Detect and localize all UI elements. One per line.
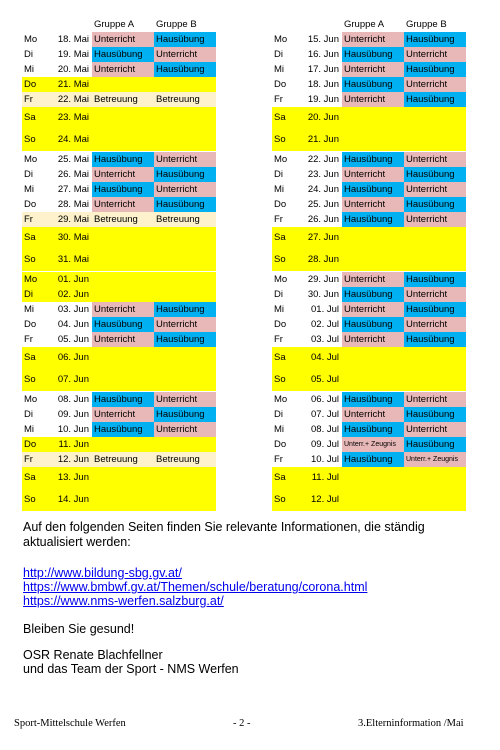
group-b-cell	[404, 467, 466, 489]
day-cell: Fr	[274, 94, 283, 105]
day-cell: Mi	[274, 184, 285, 195]
group-a-cell: Unterricht	[92, 197, 154, 212]
group-b-cell: Hausübung	[404, 437, 466, 452]
day-cell: Mo	[274, 34, 288, 45]
group-a-cell: Hausübung	[342, 152, 404, 168]
date-cell: 17. Jun	[307, 64, 339, 75]
group-a-cell: Unterricht	[342, 332, 404, 347]
group-a-cell	[342, 347, 404, 369]
date-cell: 09. Jul	[311, 439, 339, 450]
schedule-row	[22, 182, 216, 197]
group-b-cell	[404, 489, 466, 511]
group-b-cell: Betreuung	[154, 452, 216, 467]
schedule-row	[22, 369, 216, 392]
day-cell: Mo	[272, 392, 304, 408]
date-cell: 06. Jul	[304, 392, 342, 408]
group-a-cell: Unterricht	[92, 62, 154, 77]
group-b-cell	[154, 272, 216, 288]
group-b-cell: Unterricht	[404, 212, 466, 227]
date-cell: 12. Jul	[304, 489, 342, 511]
group-a-cell	[92, 489, 154, 511]
group-a-cell: Hausübung	[92, 392, 154, 408]
date-cell: 29. Jun	[304, 272, 342, 288]
group-b-cell: Hausübung	[154, 167, 216, 182]
group-b-cell: Hausübung	[404, 32, 466, 47]
day-cell: Mo	[22, 152, 54, 168]
group-a-cell: Hausübung	[342, 182, 404, 197]
schedule-row	[272, 77, 466, 92]
date-cell: 27. Jun	[304, 227, 342, 249]
group-b-cell: Betreuung	[154, 212, 216, 227]
day-cell: Fr	[22, 452, 54, 467]
signature-team: und das Team der Sport - NMS Werfen	[23, 662, 239, 676]
day-cell: Mi	[274, 64, 285, 75]
date-cell: 07. Jul	[311, 409, 339, 420]
schedule-row	[22, 47, 216, 62]
date-cell: 01. Jul	[311, 304, 339, 315]
group-a-cell: Unterricht	[92, 32, 154, 47]
schedule-row	[272, 317, 466, 332]
day-cell: Do	[274, 199, 287, 210]
group-b-cell	[404, 227, 466, 249]
day-cell: Sa	[272, 107, 304, 129]
group-b-cell	[154, 287, 216, 302]
group-b-cell: Unterricht	[404, 422, 466, 437]
date-cell: 05. Jul	[304, 369, 342, 392]
group-a-cell: Hausübung	[342, 77, 404, 92]
date-cell: 27. Mai	[57, 184, 89, 195]
group-b-cell: Unterricht	[404, 47, 466, 62]
schedule-row	[272, 197, 466, 212]
date-cell: 14. Jun	[54, 489, 92, 511]
day-cell: So	[272, 129, 304, 152]
group-a-cell	[92, 227, 154, 249]
link-bildung-sbg[interactable]: http://www.bildung-sbg.gv.at/	[23, 566, 182, 580]
group-a-cell: Unterricht	[342, 92, 404, 107]
group-b-cell: Unterr.+ Zeugnis	[404, 452, 466, 467]
schedule-row	[272, 92, 466, 107]
date-cell: 28. Jun	[304, 249, 342, 272]
group-b-cell	[404, 347, 466, 369]
group-b-cell: Unterricht	[154, 422, 216, 437]
date-cell: 08. Jun	[54, 392, 92, 408]
group-a-cell: Unterricht	[342, 32, 404, 47]
schedule-row	[272, 129, 466, 152]
date-cell: 20. Jun	[304, 107, 342, 129]
link-nms-werfen[interactable]: https://www.nms-werfen.salzburg.at/	[23, 594, 224, 608]
date-cell: 29. Mai	[54, 212, 92, 227]
group-b-cell	[154, 227, 216, 249]
group-b-cell: Hausübung	[404, 92, 466, 107]
date-cell: 12. Jun	[54, 452, 92, 467]
day-cell: Mo	[272, 152, 304, 168]
day-cell: Mi	[24, 424, 35, 435]
schedule-row	[22, 227, 216, 249]
group-a-cell: Unterricht	[342, 167, 404, 182]
date-cell: 10. Jul	[311, 454, 339, 465]
group-b-cell	[154, 489, 216, 511]
group-b-cell	[404, 107, 466, 129]
group-a-cell	[92, 107, 154, 129]
group-b-cell: Unterricht	[404, 317, 466, 332]
group-a-cell: Unterricht	[342, 302, 404, 317]
date-cell: 22. Mai	[54, 92, 92, 107]
schedule-row	[272, 332, 466, 347]
day-cell: Di	[24, 49, 33, 60]
schedule-row	[272, 392, 466, 408]
schedule-row	[22, 129, 216, 152]
schedule-row	[22, 92, 216, 107]
date-cell: 04. Jun	[57, 319, 89, 330]
group-a-cell: Hausübung	[342, 422, 404, 437]
date-cell: 31. Mai	[54, 249, 92, 272]
group-a-header: Gruppe A	[344, 19, 385, 30]
day-cell: Mi	[274, 304, 285, 315]
day-cell: Mi	[24, 304, 35, 315]
day-cell: Mo	[24, 34, 38, 45]
date-cell: 26. Mai	[57, 169, 89, 180]
signature-name: OSR Renate Blachfellner	[23, 648, 163, 662]
schedule-row	[272, 407, 466, 422]
day-cell: Fr	[274, 454, 283, 465]
group-b-header: Gruppe B	[156, 19, 197, 30]
group-b-cell	[404, 129, 466, 152]
group-b-cell	[154, 347, 216, 369]
group-a-cell: Betreuung	[92, 92, 154, 107]
group-b-cell	[154, 467, 216, 489]
group-a-cell: Unterricht	[92, 302, 154, 317]
group-a-cell: Unterricht	[342, 197, 404, 212]
group-a-cell: Hausübung	[92, 182, 154, 197]
group-a-cell: Hausübung	[92, 317, 154, 332]
schedule-row	[22, 272, 216, 288]
group-b-cell: Unterricht	[404, 392, 466, 408]
date-cell: 26. Jun	[307, 214, 339, 225]
day-cell: Sa	[22, 227, 54, 249]
schedule-row	[22, 467, 216, 489]
group-b-cell	[404, 249, 466, 272]
group-a-cell	[92, 437, 154, 452]
schedule-row	[22, 422, 216, 437]
schedule-row	[22, 437, 216, 452]
group-b-cell: Hausübung	[404, 272, 466, 288]
day-cell: Di	[274, 49, 283, 60]
group-b-cell: Hausübung	[404, 332, 466, 347]
day-cell: Fr	[274, 334, 283, 345]
schedule-row	[272, 32, 466, 47]
group-a-cell	[342, 369, 404, 392]
schedule-row	[22, 407, 216, 422]
schedule-row	[272, 422, 466, 437]
date-cell: 03. Jun	[57, 304, 89, 315]
date-cell: 10. Jun	[57, 424, 89, 435]
day-cell: So	[22, 369, 54, 392]
schedule-row	[22, 212, 216, 227]
group-b-cell	[154, 77, 216, 92]
group-a-cell	[92, 467, 154, 489]
day-cell: So	[272, 249, 304, 272]
group-b-cell: Betreuung	[154, 92, 216, 107]
date-cell: 30. Mai	[54, 227, 92, 249]
day-cell: Do	[274, 439, 287, 450]
schedule-row	[272, 287, 466, 302]
group-a-cell: Hausübung	[342, 392, 404, 408]
group-a-cell	[92, 272, 154, 288]
group-b-cell: Hausübung	[154, 302, 216, 317]
day-cell: Di	[24, 169, 33, 180]
schedule-row	[272, 489, 466, 511]
date-cell: 22. Jun	[304, 152, 342, 168]
schedule-row	[272, 47, 466, 62]
schedule-row	[272, 107, 466, 129]
day-cell: Di	[22, 287, 54, 302]
schedule-row	[272, 227, 466, 249]
day-cell: Fr	[24, 334, 33, 345]
date-cell: 02. Jun	[54, 287, 92, 302]
date-cell: 23. Jun	[307, 169, 339, 180]
date-cell: 23. Mai	[54, 107, 92, 129]
schedule-row	[22, 287, 216, 302]
schedule-row	[272, 212, 466, 227]
schedule-row	[272, 152, 466, 168]
group-b-cell: Unterricht	[154, 392, 216, 408]
day-cell: Di	[24, 409, 33, 420]
group-b-cell: Hausübung	[404, 62, 466, 77]
group-a-cell	[92, 369, 154, 392]
group-a-cell: Hausübung	[342, 212, 404, 227]
schedule-row	[272, 249, 466, 272]
date-cell: 13. Jun	[54, 467, 92, 489]
day-cell: Mi	[24, 64, 35, 75]
group-b-cell: Unterricht	[404, 287, 466, 302]
schedule-row	[22, 392, 216, 408]
date-cell: 05. Jun	[57, 334, 89, 345]
day-cell: Do	[274, 319, 287, 330]
schedule-row	[22, 452, 216, 467]
greeting: Bleiben Sie gesund!	[23, 622, 135, 636]
group-a-cell	[92, 77, 154, 92]
schedule-row	[22, 332, 216, 347]
day-cell: Di	[274, 289, 283, 300]
group-b-cell: Unterricht	[404, 77, 466, 92]
group-a-cell	[342, 467, 404, 489]
group-b-cell: Hausübung	[154, 32, 216, 47]
schedule-row	[22, 62, 216, 77]
group-b-cell: Unterricht	[154, 47, 216, 62]
group-a-cell: Unterricht	[342, 407, 404, 422]
group-b-header: Gruppe B	[406, 19, 447, 30]
date-cell: 04. Jul	[304, 347, 342, 369]
group-b-cell: Hausübung	[404, 197, 466, 212]
group-a-cell	[342, 249, 404, 272]
schedule-row	[22, 77, 216, 92]
date-cell: 07. Jun	[54, 369, 92, 392]
group-a-cell: Hausübung	[92, 152, 154, 168]
date-cell: 28. Mai	[57, 199, 89, 210]
group-a-cell	[92, 347, 154, 369]
group-b-cell: Hausübung	[404, 302, 466, 317]
group-a-cell: Unterricht	[342, 62, 404, 77]
group-a-cell: Hausübung	[342, 452, 404, 467]
day-cell: Do	[24, 319, 37, 330]
date-cell: 11. Jul	[304, 467, 342, 489]
schedule-row	[22, 107, 216, 129]
schedule-row	[22, 249, 216, 272]
day-cell: Sa	[22, 347, 54, 369]
group-b-cell	[154, 107, 216, 129]
group-b-cell: Hausübung	[154, 197, 216, 212]
group-b-cell: Hausübung	[404, 407, 466, 422]
day-cell: Mo	[272, 272, 304, 288]
day-cell: Sa	[272, 227, 304, 249]
schedule-row	[22, 347, 216, 369]
date-cell: 18. Mai	[57, 34, 89, 45]
schedule-row	[272, 62, 466, 77]
schedule-row	[22, 302, 216, 317]
schedule-row	[272, 167, 466, 182]
date-cell: 21. Jun	[304, 129, 342, 152]
day-cell: So	[22, 489, 54, 511]
group-a-cell: Hausübung	[342, 47, 404, 62]
group-a-cell	[92, 249, 154, 272]
group-a-cell: Hausübung	[342, 287, 404, 302]
group-b-cell	[154, 249, 216, 272]
date-cell: 24. Mai	[54, 129, 92, 152]
group-b-cell: Unterricht	[404, 152, 466, 168]
group-b-cell	[154, 437, 216, 452]
schedule-row	[272, 272, 466, 288]
group-a-cell: Unterricht	[342, 272, 404, 288]
day-cell: Mo	[22, 272, 54, 288]
footer-doc-title: 3.Elterninformation /Mai	[358, 718, 464, 729]
day-cell: Sa	[272, 467, 304, 489]
group-b-cell: Hausübung	[154, 62, 216, 77]
group-a-cell	[92, 287, 154, 302]
group-b-cell	[404, 369, 466, 392]
day-cell: Di	[274, 409, 283, 420]
group-b-cell: Hausübung	[404, 167, 466, 182]
date-cell: 24. Jun	[307, 184, 339, 195]
date-cell: 25. Jun	[307, 199, 339, 210]
group-b-cell: Hausübung	[154, 332, 216, 347]
schedule-row	[22, 197, 216, 212]
schedule-row	[22, 489, 216, 511]
group-a-cell: Hausübung	[342, 317, 404, 332]
day-cell: So	[22, 249, 54, 272]
date-cell: 01. Jun	[54, 272, 92, 288]
date-cell: 11. Jun	[54, 437, 92, 452]
day-cell: Sa	[272, 347, 304, 369]
date-cell: 08. Jul	[311, 424, 339, 435]
day-cell: Fr	[22, 212, 54, 227]
date-cell: 19. Mai	[57, 49, 89, 60]
schedule-table-right	[272, 18, 466, 511]
intro-text: Auf den folgenden Seiten finden Sie relevante Informationen, die ständig aktualisiert werden:	[23, 520, 425, 549]
footer-page-number: - 2 -	[233, 718, 251, 729]
group-a-header: Gruppe A	[94, 19, 135, 30]
day-cell: Do	[274, 79, 287, 90]
day-cell: Do	[22, 77, 54, 92]
date-cell: 15. Jun	[307, 34, 339, 45]
group-b-cell: Unterricht	[404, 182, 466, 197]
day-cell: Di	[274, 169, 283, 180]
schedule-row	[22, 32, 216, 47]
schedule-table-left	[22, 18, 216, 511]
date-cell: 18. Jun	[307, 79, 339, 90]
group-a-cell: Unterricht	[92, 332, 154, 347]
schedule-row	[272, 452, 466, 467]
schedule-row	[22, 317, 216, 332]
date-cell: 30. Jun	[307, 289, 339, 300]
date-cell: 21. Mai	[54, 77, 92, 92]
day-cell: Do	[24, 199, 37, 210]
day-cell: So	[22, 129, 54, 152]
group-b-cell: Unterricht	[154, 182, 216, 197]
day-cell: So	[272, 369, 304, 392]
date-cell: 16. Jun	[307, 49, 339, 60]
group-b-cell: Hausübung	[154, 407, 216, 422]
group-a-cell	[342, 227, 404, 249]
group-a-cell: Hausübung	[92, 422, 154, 437]
day-cell: Fr	[274, 214, 283, 225]
group-a-cell	[342, 489, 404, 511]
group-a-cell: Betreuung	[92, 452, 154, 467]
date-cell: 25. Mai	[54, 152, 92, 168]
day-cell: Sa	[22, 107, 54, 129]
schedule-row	[272, 437, 466, 452]
group-b-cell	[154, 369, 216, 392]
schedule-row	[272, 302, 466, 317]
group-b-cell: Unterricht	[154, 317, 216, 332]
group-b-cell	[154, 129, 216, 152]
day-cell: Fr	[22, 92, 54, 107]
date-cell: 02. Jul	[311, 319, 339, 330]
schedule-row	[272, 347, 466, 369]
schedule-row	[272, 369, 466, 392]
schedule-row	[272, 182, 466, 197]
schedule-header-row	[272, 18, 466, 32]
group-a-cell	[92, 129, 154, 152]
day-cell: Mi	[274, 424, 285, 435]
group-a-cell: Unterricht	[92, 407, 154, 422]
schedule-row	[272, 467, 466, 489]
date-cell: 06. Jun	[54, 347, 92, 369]
date-cell: 19. Jun	[307, 94, 339, 105]
schedule-row	[22, 152, 216, 168]
schedule-row	[22, 167, 216, 182]
group-a-cell: Betreuung	[92, 212, 154, 227]
day-cell: Sa	[22, 467, 54, 489]
day-cell: Mo	[22, 392, 54, 408]
group-a-cell: Hausübung	[92, 47, 154, 62]
day-cell: Do	[22, 437, 54, 452]
group-a-cell: Unterr.+ Zeugnis	[342, 437, 404, 452]
day-cell: So	[272, 489, 304, 511]
schedule-header-row	[22, 18, 216, 32]
group-a-cell	[342, 107, 404, 129]
date-cell: 03. Jul	[311, 334, 339, 345]
link-bmbwf-corona[interactable]: https://www.bmbwf.gv.at/Themen/schule/beratung/corona.html	[23, 580, 368, 594]
group-b-cell: Unterricht	[154, 152, 216, 168]
day-cell: Mi	[24, 184, 35, 195]
date-cell: 20. Mai	[57, 64, 89, 75]
group-a-cell: Unterricht	[92, 167, 154, 182]
date-cell: 09. Jun	[57, 409, 89, 420]
footer-school: Sport-Mittelschule Werfen	[14, 718, 126, 729]
group-a-cell	[342, 129, 404, 152]
